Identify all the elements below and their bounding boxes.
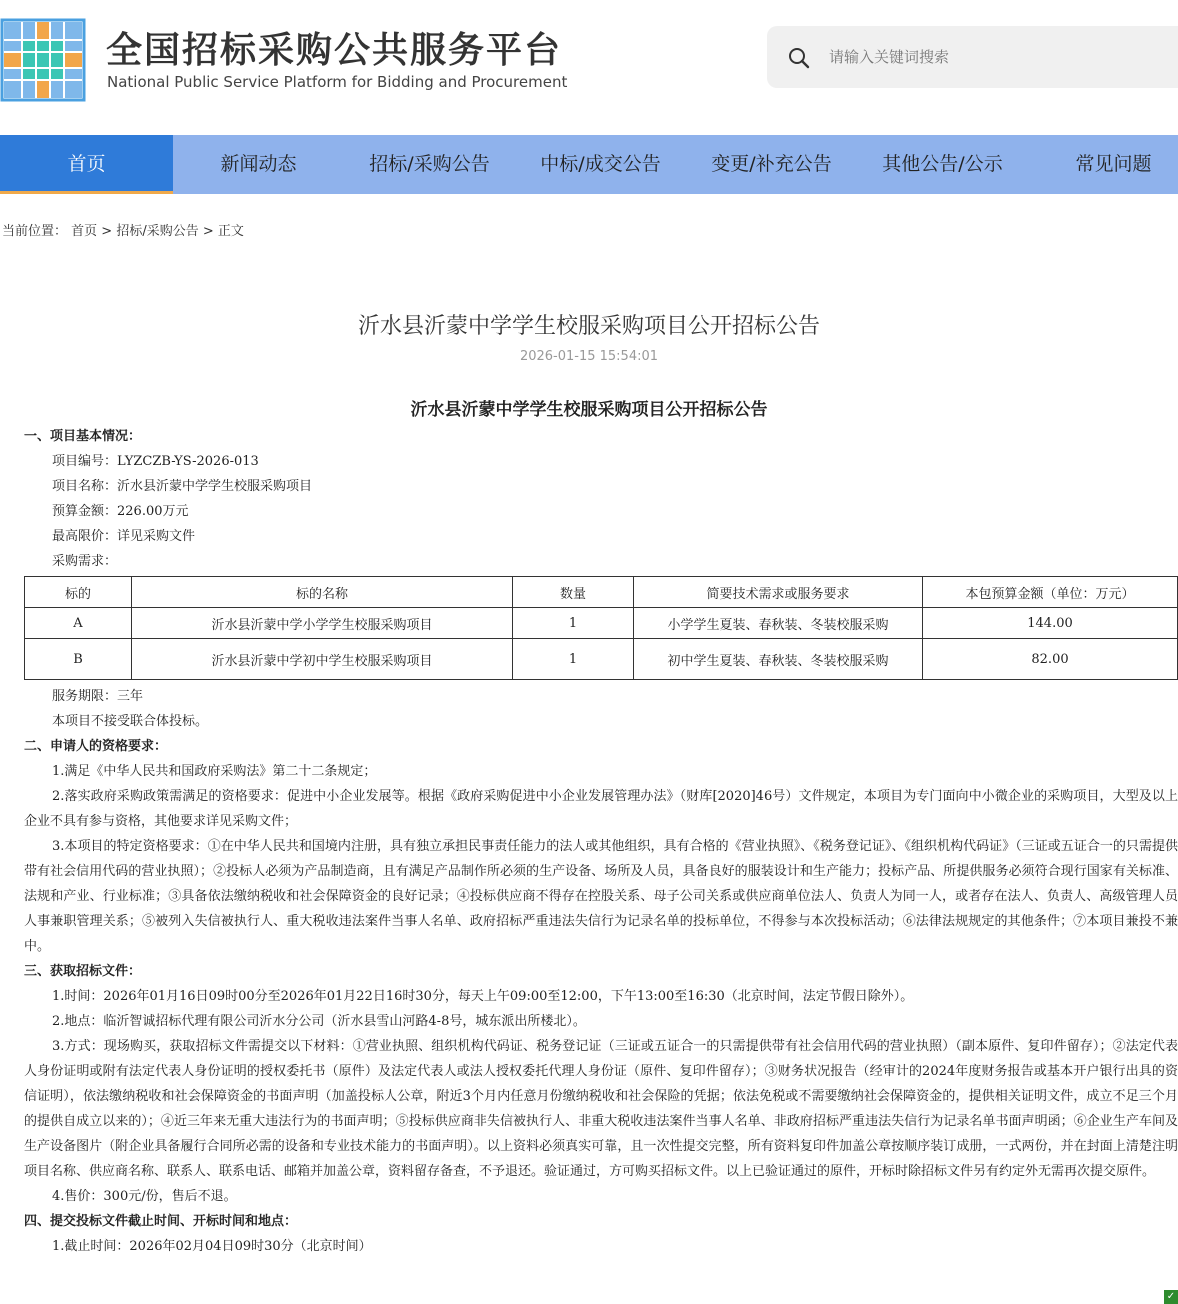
section-heading: 一、项目基本情况： (24, 429, 142, 444)
project-name: 项目名称：沂水县沂蒙中学学生校服采购项目 (52, 479, 313, 494)
paragraph: 4.售价：300元/份，售后不退。 (52, 1189, 237, 1204)
breadcrumb-separator: > (198, 224, 218, 239)
budget-amount: 预算金额：226.00万元 (52, 504, 189, 519)
table-cell: 小学学生夏装、春秋装、冬装校服采购 (634, 608, 923, 639)
breadcrumb-category-link[interactable]: 招标/采购公告 (116, 224, 199, 239)
consortium-note: 本项目不接受联合体投标。 (52, 714, 209, 729)
article-date: 2026-01-15 15:54:01 (519, 349, 659, 364)
paragraph: 1.截止时间：2026年02月04日09时30分（北京时间） (52, 1239, 372, 1254)
nav-item-home[interactable]: 首页 (0, 135, 173, 194)
nav-item-change-notices[interactable]: 变更/补充公告 (711, 153, 832, 175)
paragraph: 1.满足《中华人民共和国政府采购法》第二十二条规定； (52, 764, 377, 779)
section-heading: 二、申请人的资格要求： (24, 739, 168, 754)
procurement-requirements: 采购需求： (52, 554, 118, 569)
site-logo[interactable] (0, 18, 86, 102)
main-nav (0, 135, 1178, 194)
service-period: 服务期限：三年 (52, 689, 144, 704)
breadcrumb-home-link[interactable]: 首页 (71, 224, 98, 239)
site-header (0, 0, 1178, 135)
table-cell: 沂水县沂蒙中学小学学生校服采购项目 (132, 608, 513, 639)
table-header-cell: 数量 (513, 577, 634, 608)
nav-item-other-notices[interactable]: 其他公告/公示 (882, 153, 1003, 175)
table-cell: 沂水县沂蒙中学初中学生校服采购项目 (132, 639, 513, 680)
section-heading: 三、获取招标文件： (24, 964, 142, 979)
table-cell: 82.00 (923, 639, 1178, 680)
breadcrumb-separator: > (97, 224, 117, 239)
nav-item-faq[interactable]: 常见问题 (1075, 153, 1152, 175)
article-content (24, 396, 1178, 1259)
breadcrumb (2, 220, 244, 239)
site-subtitle: National Public Service Platform for Bidding and Procurement (107, 73, 568, 91)
paragraph: 2.落实政府采购政策需满足的资格要求：促进中小企业发展等。根据《政府采购促进中小企业发展管理办法》（财库[2020]46号）文件规定，本项目为专门面向中小微企业的采购项目，大型及以上企业不具有参与资格，其他要求详见采购文件； (24, 789, 1178, 829)
table-row (25, 639, 1178, 680)
table-header-cell: 本包预算金额（单位：万元） (923, 577, 1178, 608)
table-cell: 1 (513, 639, 634, 680)
table-header-cell: 标的名称 (132, 577, 513, 608)
breadcrumb-current: 正文 (217, 224, 244, 239)
paragraph: 1.时间：2026年01月16日09时00分至2026年01月22日16时30分，每天上午09:00至12:00，下午13:00至16:30（北京时间，法定节假日除外）。 (52, 989, 914, 1004)
table-header-row (25, 577, 1178, 608)
project-number: 项目编号：LYZCZB-YS-2026-013 (52, 454, 259, 469)
search-input[interactable] (827, 36, 1171, 78)
table-row (25, 608, 1178, 639)
section-heading: 四、提交投标文件截止时间、开标时间和地点： (24, 1214, 298, 1229)
paragraph: 2.地点：临沂智诚招标代理有限公司沂水分公司（沂水县雪山河路4-8号，城东派出所楼北）。 (52, 1014, 586, 1029)
verified-check-icon: ✓ (1164, 1290, 1178, 1304)
nav-item-award-notices[interactable]: 中标/成交公告 (540, 153, 661, 175)
table-cell: B (25, 639, 132, 680)
search-icon[interactable] (787, 46, 811, 70)
lots-table (24, 576, 1178, 680)
search-box (767, 26, 1178, 88)
nav-item-news[interactable]: 新闻动态 (220, 153, 297, 175)
content-title: 沂水县沂蒙中学学生校服采购项目公开招标公告 (410, 400, 768, 420)
max-price: 最高限价：详见采购文件 (52, 529, 196, 544)
table-cell: 144.00 (923, 608, 1178, 639)
site-title: 全国招标采购公共服务平台 (106, 29, 563, 71)
table-header-cell: 简要技术需求或服务要求 (634, 577, 923, 608)
paragraph: 3.方式：现场购买，获取招标文件需提交以下材料：①营业执照、组织机构代码证、税务登记证（三证或五证合一的只需提供带有社会信用代码的营业执照）（副本原件、复印件留存）；②法定代表人身份证明或附有法定代表人身份证明的授权委托书（原件）及法定代表人或法人授权委托代理人身份证（原件、复印件留存）；③财务状况报告（经审计的2024年度财务报告或基本开户银行出具的资信证明），依法缴纳税收和社会保障资金的书面声明（加盖投标人公章，附近3个月内任意月份缴纳税收和社会保险的凭据；依法免税或不需要缴纳社会保障资金的，提供相关证明文件，成立不足三个月的提供自成立以来的）；④近三年来无重大违法行为的书面声明；⑤投标供应商非失信被执行人、非重大税收违法案件当事人名单、非政府招标严重违法失信行为记录名单书面声明函；⑥企业生产车间及生产设备图片（附企业具备履行合同所必需的设备和专业技术能力的书面声明）。以上资料必须真实可靠，且一次性提交完整，所有资料复印件加盖公章按顺序装订成册，一式两份，并在封面上清楚注明项目名称、供应商名称、联系人、联系电话、邮箱并加盖公章，资料留存备查，不予退还。验证通过，方可购买招标文件。以上已验证通过的原件，开标时除招标文件另有约定外无需再次提交原件。 (24, 1039, 1178, 1179)
paragraph: 3.本项目的特定资格要求：①在中华人民共和国境内注册，具有独立承担民事责任能力的法人或其他组织，具有合格的《营业执照》、《税务登记证》、《组织机构代码证》（三证或五证合一的只需提供带有社会信用代码的营业执照）；②投标人必须为产品制造商，且有满足产品制作所必须的生产设备、场所及人员，具备良好的服装设计和生产能力；投标产品、所提供服务必须符合现行国家有关标准、法规和产业、行业标准；③具备依法缴纳税收和社会保障资金的良好记录；④投标供应商不得存在控股关系、母子公司关系或供应商单位法人、负责人为同一人，或者存在法人、负责人、高级管理人员人事兼职管理关系；⑤被列入失信被执行人、重大税收违法案件当事人名单、政府招标严重违法失信行为记录名单的投标单位，不得参与本次投标活动；⑥法律法规规定的其他条件；⑦本项目兼投不兼中。 (24, 839, 1178, 954)
table-cell: 初中学生夏装、春秋装、冬装校服采购 (634, 639, 923, 680)
table-header-cell: 标的 (25, 577, 132, 608)
breadcrumb-prefix: 当前位置： (2, 224, 68, 239)
nav-item-tender-notices[interactable]: 招标/采购公告 (369, 153, 490, 175)
table-cell: A (25, 608, 132, 639)
article-title: 沂水县沂蒙中学学生校服采购项目公开招标公告 (357, 314, 820, 339)
table-cell: 1 (513, 608, 634, 639)
